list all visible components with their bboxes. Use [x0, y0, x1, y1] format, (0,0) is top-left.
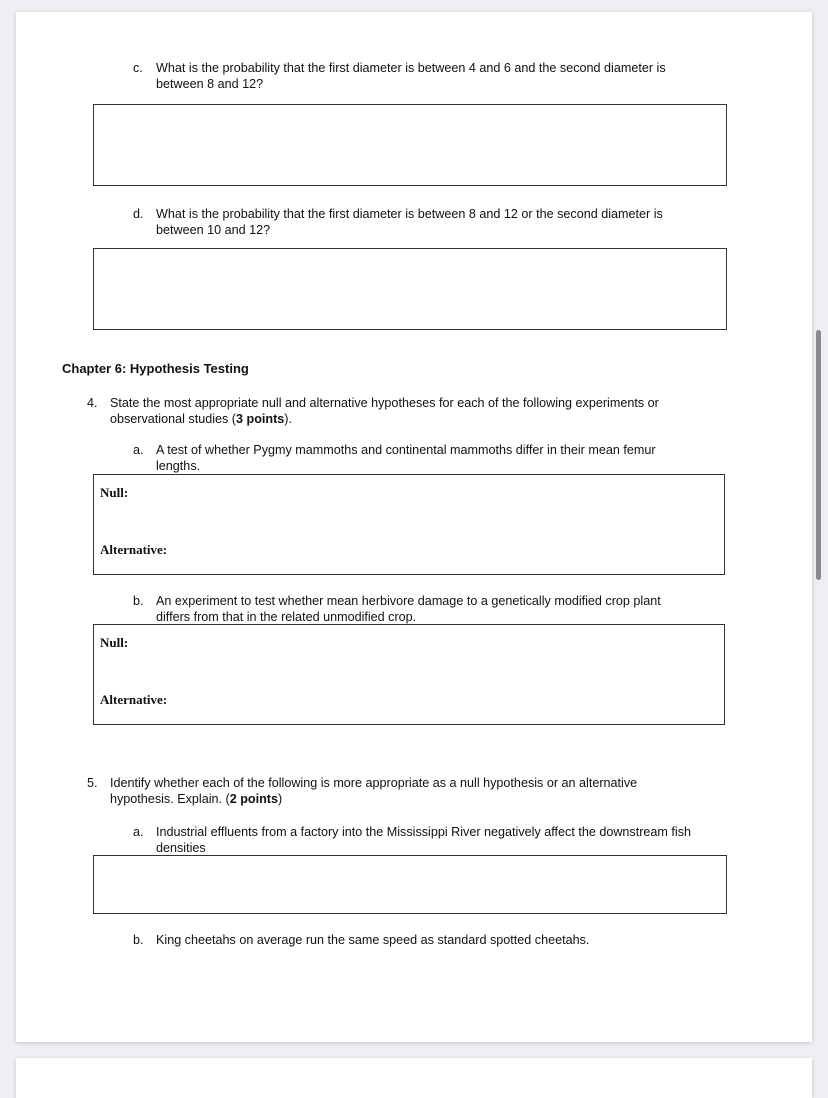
item-marker: d.: [133, 207, 144, 221]
question-text: State the most appropriate null and alternative hypotheses for each of the following experiments or: [110, 396, 659, 410]
document-page: [16, 12, 812, 1042]
question-text: [110, 411, 292, 427]
question-text: King cheetahs on average run the same speed as standard spotted cheetahs.: [156, 933, 590, 947]
answer-box-3c[interactable]: [93, 104, 727, 186]
question-text: differs from that in the related unmodified crop.: [156, 610, 417, 624]
next-document-page: [16, 1058, 812, 1098]
answer-box-4b[interactable]: [93, 624, 725, 725]
chapter-heading: Chapter 6: Hypothesis Testing: [62, 361, 249, 376]
null-label: Null:: [100, 635, 129, 650]
question-text: between 10 and 12?: [156, 223, 271, 237]
question-text: Identify whether each of the following is more appropriate as a null hypothesis or an alternative: [110, 776, 638, 790]
question-text: between 8 and 12?: [156, 77, 264, 91]
alternative-label: Alternative:: [100, 692, 168, 707]
item-marker: c.: [133, 61, 143, 75]
question-text: What is the probability that the first diameter is between 8 and 12 or the second diameter is: [156, 207, 663, 221]
answer-box-4a[interactable]: [93, 474, 725, 575]
answer-box-5a[interactable]: [93, 855, 727, 914]
item-marker: 5.: [87, 776, 98, 790]
text: ).: [284, 412, 292, 426]
text: ): [277, 792, 283, 806]
alternative-label: Alternative:: [100, 542, 168, 557]
points: 3 points: [236, 412, 285, 426]
item-marker: a.: [133, 825, 144, 839]
item-marker: a.: [133, 443, 144, 457]
question-text: Industrial effluents from a factory into the Mississippi River negatively affect the downstream fish: [156, 825, 692, 839]
item-marker: 4.: [87, 396, 98, 410]
question-text: lengths.: [156, 459, 201, 473]
vertical-scrollbar[interactable]: [816, 330, 821, 580]
question-text: A test of whether Pygmy mammoths and continental mammoths differ in their mean femur: [156, 443, 656, 457]
points: 2 points: [229, 792, 278, 806]
question-text: densities: [156, 841, 206, 855]
question-text: An experiment to test whether mean herbivore damage to a genetically modified crop plant: [156, 594, 661, 608]
item-marker: b.: [133, 594, 144, 608]
answer-box-3d[interactable]: [93, 248, 727, 330]
text: hypothesis. Explain. (: [110, 792, 230, 806]
item-marker: b.: [133, 933, 144, 947]
text: observational studies (: [110, 412, 237, 426]
question-text: [110, 791, 282, 807]
null-label: Null:: [100, 485, 129, 500]
question-text: What is the probability that the first diameter is between 4 and 6 and the second diameter is: [156, 61, 666, 75]
